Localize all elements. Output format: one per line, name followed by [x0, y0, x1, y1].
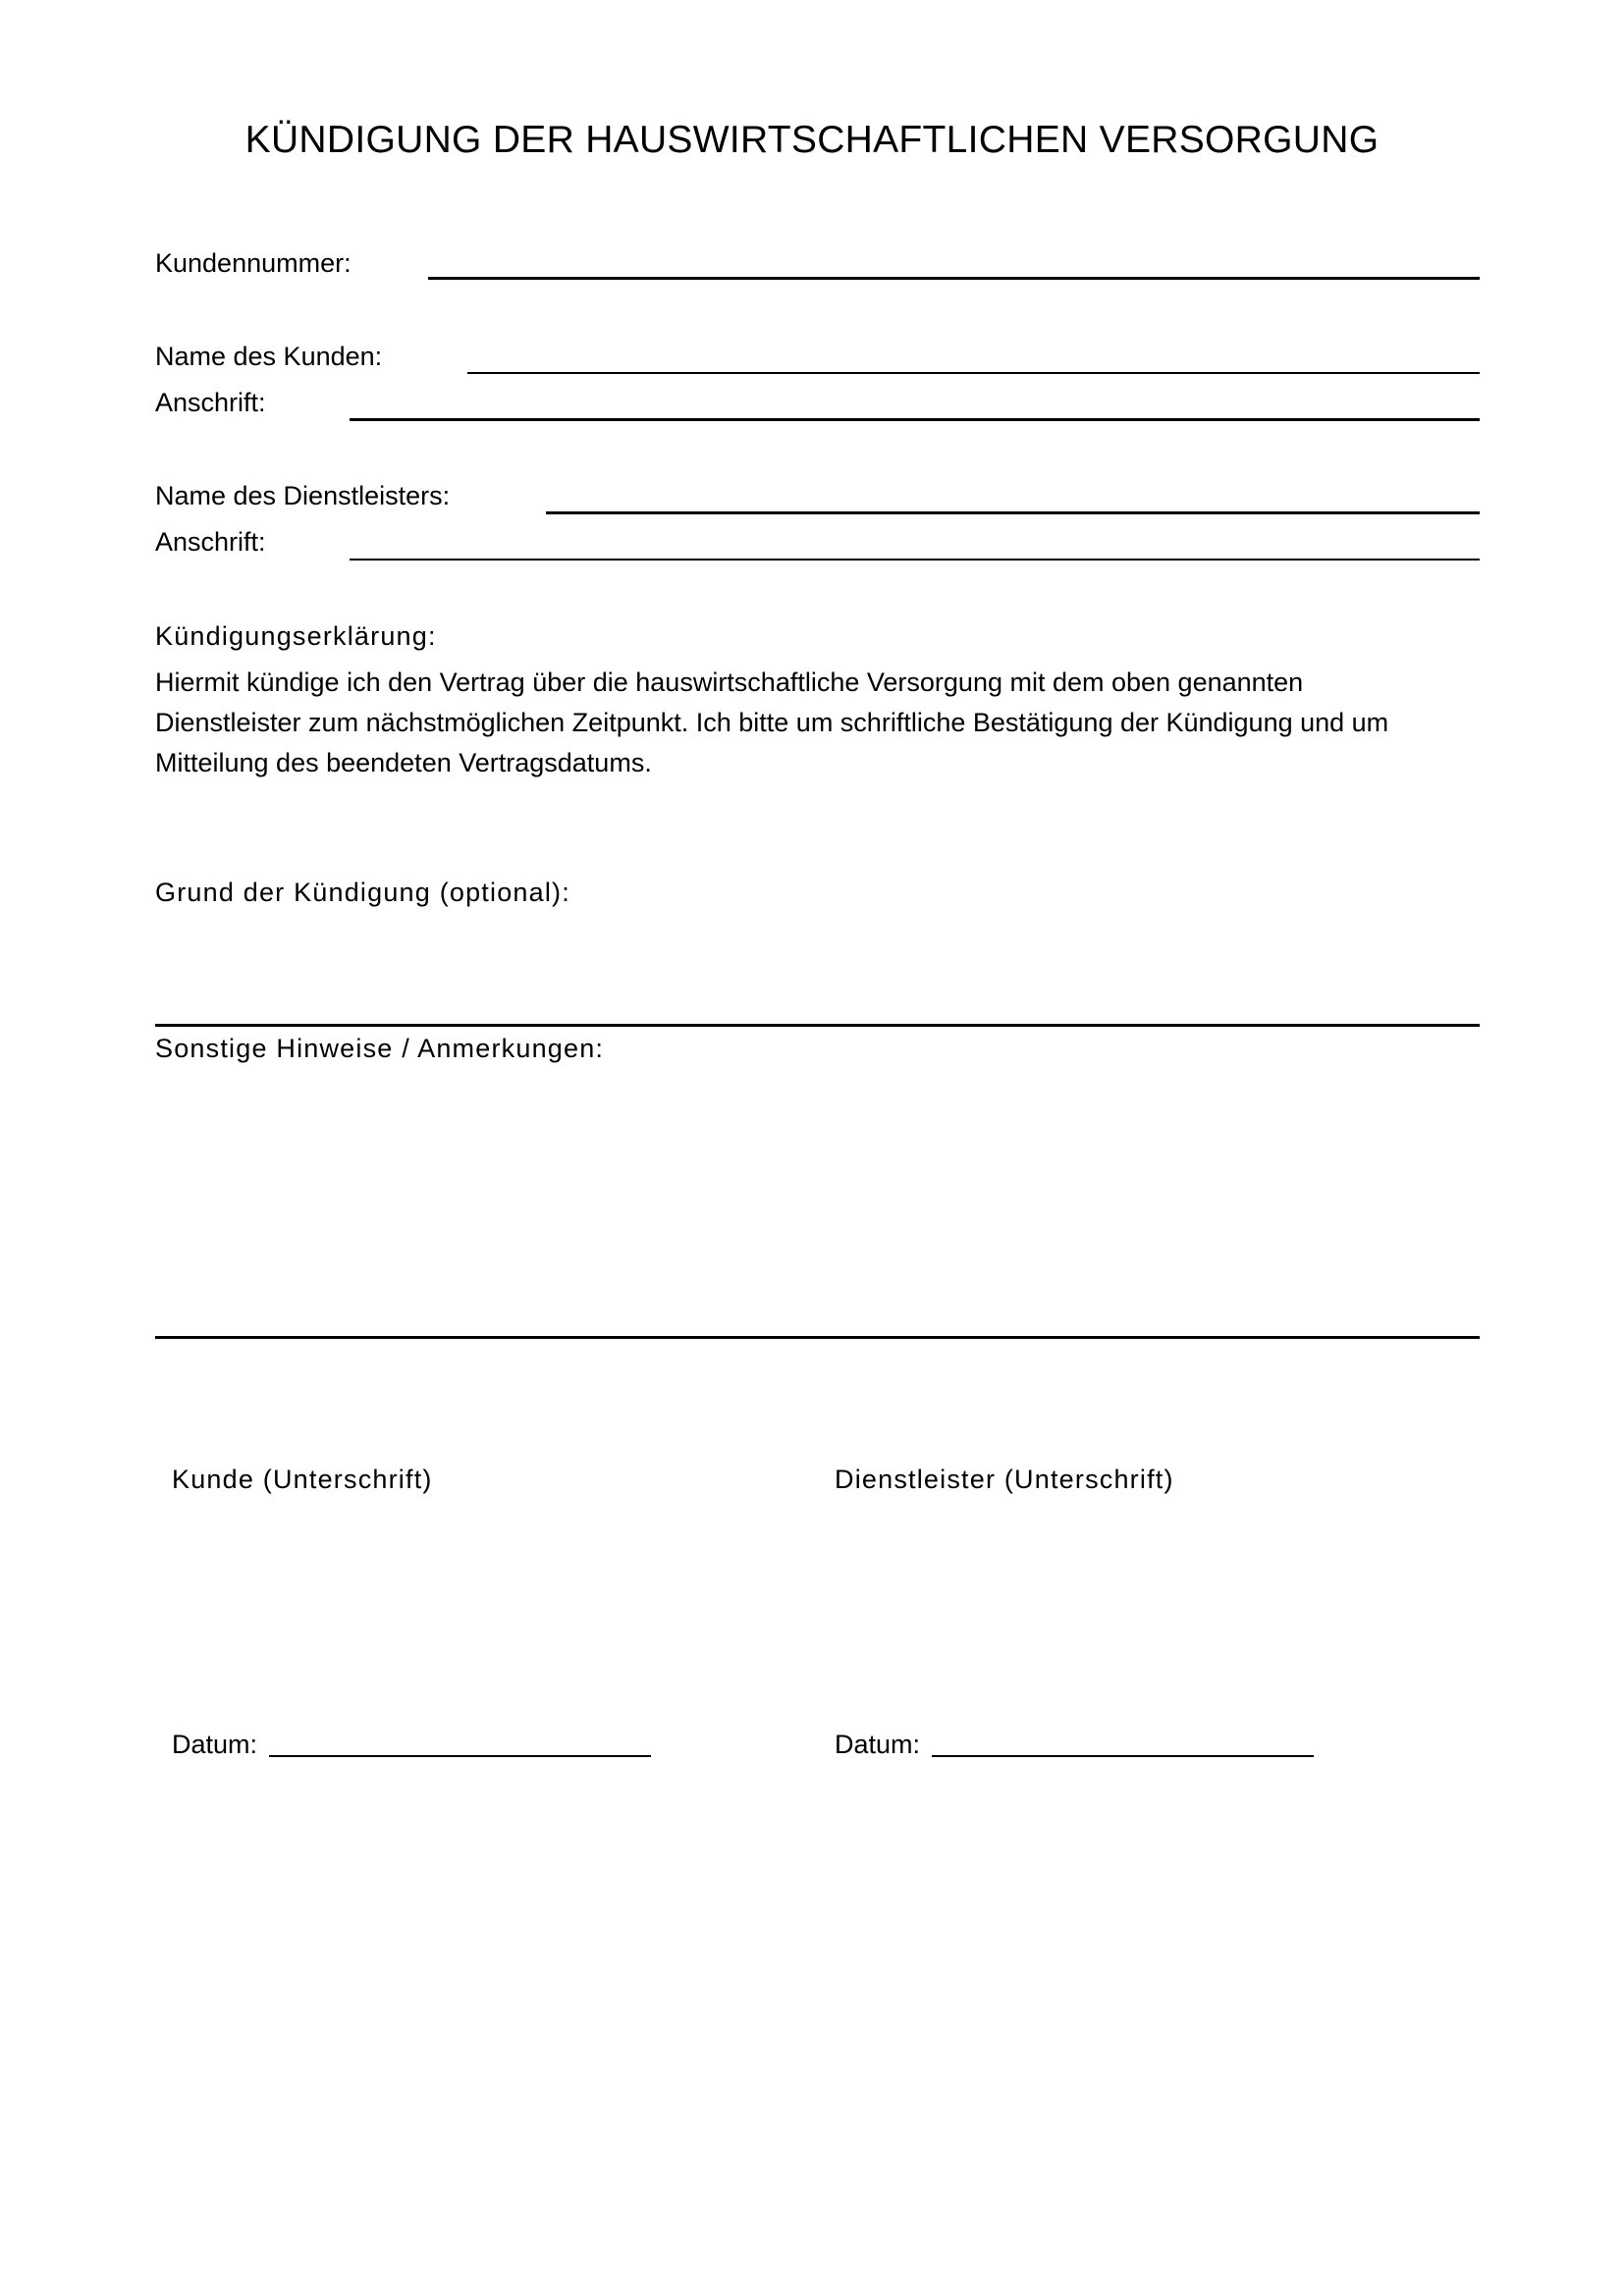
customer-number-label: Kundennummer:	[155, 248, 352, 278]
notes-label: Sonstige Hinweise / Anmerkungen:	[155, 1034, 605, 1063]
provider-date-label: Datum:	[835, 1730, 921, 1759]
customer-number-field[interactable]	[428, 277, 1480, 280]
customer-address-field[interactable]	[350, 418, 1480, 421]
customer-address-label: Anschrift:	[155, 388, 266, 417]
declaration-line: Hiermit kündige ich den Vertrag über die hauswirtschaftliche Versorgung mit dem oben genannten	[155, 667, 1304, 697]
declaration-line: Dienstleister zum nächstmöglichen Zeitpunkt. Ich bitte um schriftliche Bestätigung der Kündigung und um	[155, 708, 1389, 737]
customer-date-label: Datum:	[172, 1730, 258, 1759]
provider-address-label: Anschrift:	[155, 527, 266, 557]
declaration-line: Mitteilung des beendeten Vertragsdatums.	[155, 748, 652, 777]
customer-name-label: Name des Kunden:	[155, 342, 383, 371]
reason-field[interactable]	[155, 1024, 1480, 1027]
provider-name-field[interactable]	[546, 511, 1480, 514]
provider-name-label: Name des Dienstleisters:	[155, 481, 451, 510]
declaration-text	[155, 663, 1481, 783]
document-title: KÜNDIGUNG DER HAUSWIRTSCHAFTLICHEN VERSORGUNG	[244, 119, 1380, 161]
customer-name-field[interactable]	[467, 372, 1480, 374]
customer-signature-label: Kunde (Unterschrift)	[172, 1465, 433, 1494]
notes-field[interactable]	[155, 1336, 1480, 1339]
provider-date-field[interactable]	[932, 1755, 1314, 1757]
customer-date-field[interactable]	[269, 1755, 651, 1757]
provider-address-field[interactable]	[350, 559, 1480, 561]
reason-label: Grund der Kündigung (optional):	[155, 878, 570, 907]
declaration-heading: Kündigungserklärung:	[155, 621, 437, 651]
provider-signature-label: Dienstleister (Unterschrift)	[835, 1465, 1174, 1494]
